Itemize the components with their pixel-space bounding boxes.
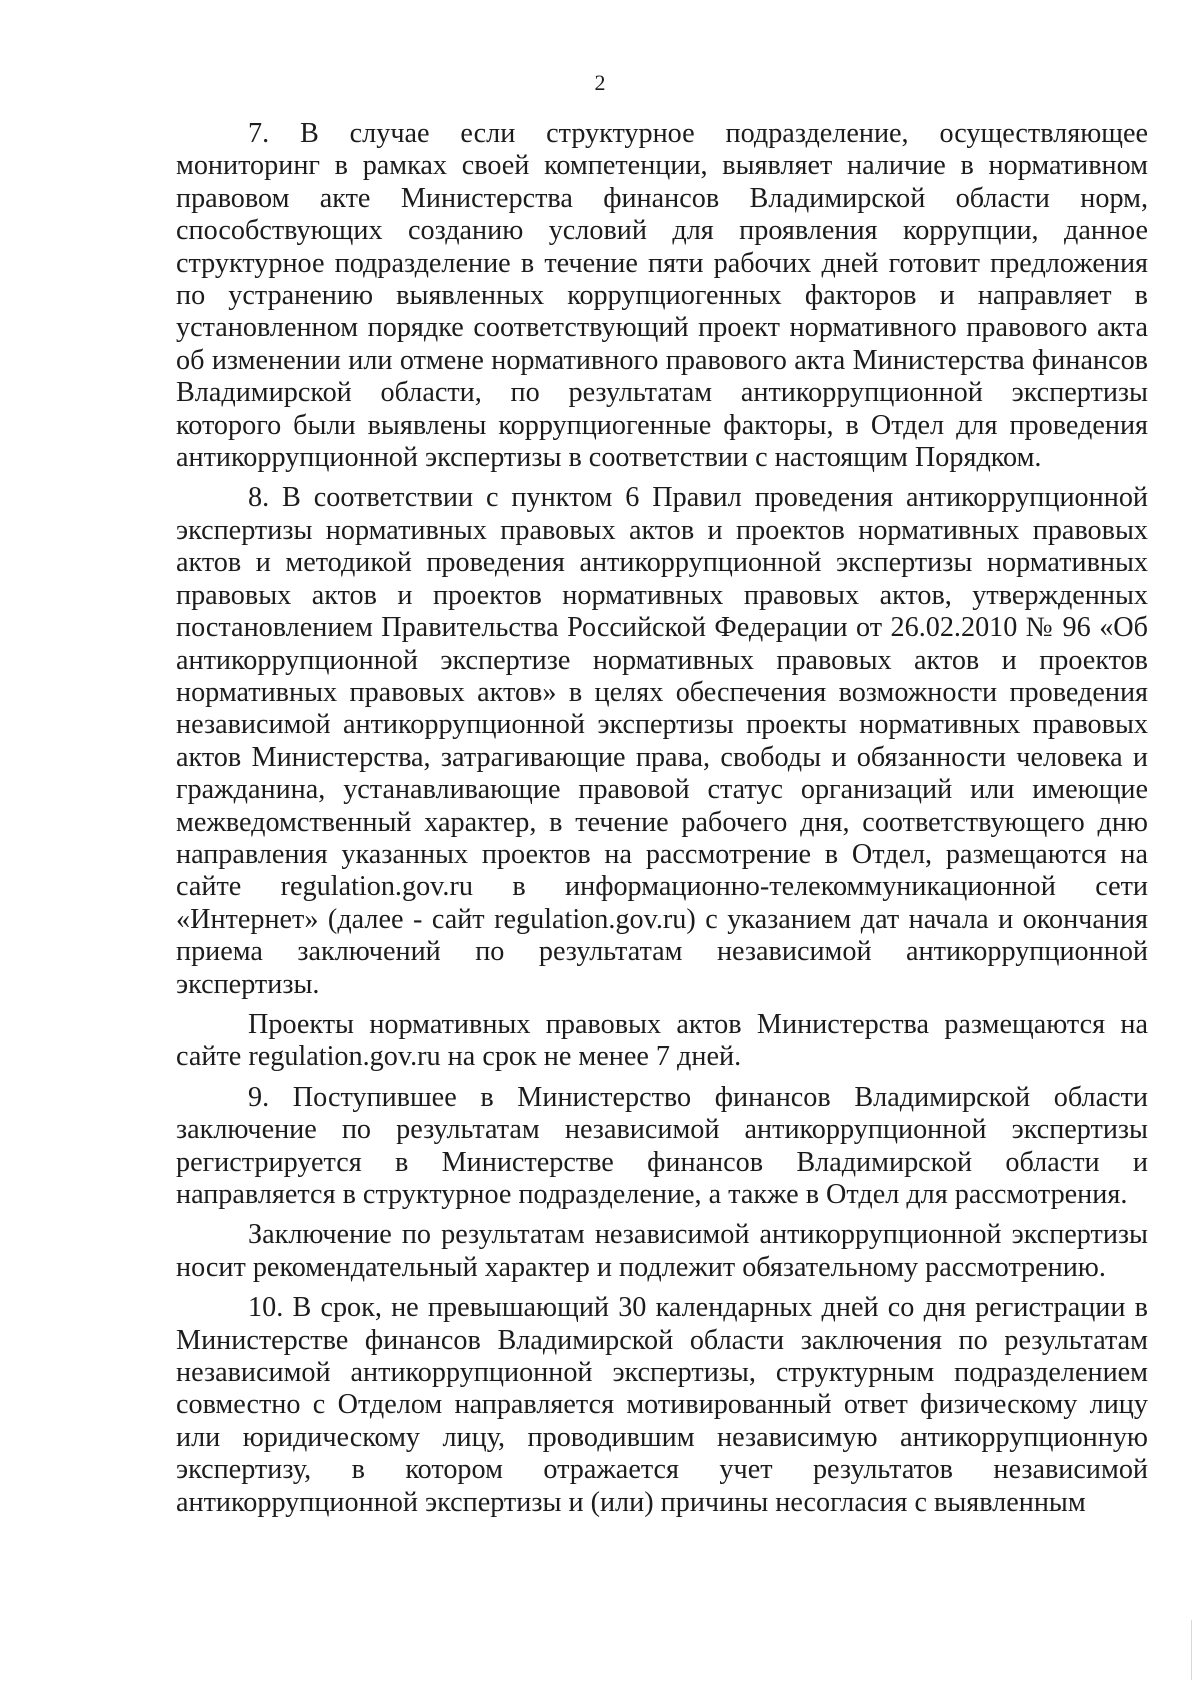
paragraph-item-9: 9. Поступившее в Министерство финансов Владимирской области заключение по результатам независимой антикоррупционной экспертизы регистрируется в Министерстве финансов Владимирской области и направляется в структурное подразделение, а также в Отдел для рассмотрения. [176,1081,1148,1210]
paragraph-item-8: 8. В соответствии с пунктом 6 Правил проведения антикоррупционной экспертизы нормативных правовых актов и проектов нормативных правовых актов и методикой проведения антикоррупционной экспертизы нормативных правовых актов и проектов нормативных правовых актов, утвержденных постановлением Правительства Российской Федерации от 26.02.2010 № 96 «Об антикоррупционной экспертизе нормативных правовых актов и проектов нормативных правовых актов» в целях обеспечения возможности проведения независимой антикоррупционной экспертизы проекты нормативных правовых актов Министерства, затрагивающие права, свободы и обязанности человека и гражданина, устанавливающие правовой статус организаций или имеющие межведомственный характер, в течение рабочего дня, соответствующего дню направления указанных проектов на рассмотрение в Отдел, размещаются на сайте regulation.gov.ru в информационно-телекоммуникационной сети «Интернет» (далее - сайт regulation.gov.ru) с указанием дат начала и окончания приема заключений по результатам независимой антикоррупционной экспертизы. [176,482,1148,1000]
paragraph-item-10: 10. В срок, не превышающий 30 календарных дней со дня регистрации в Министерстве финансов Владимирской области заключения по результатам независимой антикоррупционной экспертизы, структурным подразделением совместно с Отделом направляется мотивированный ответ физическому лицу или юридическому лицу, проводившим независимую антикоррупционную экспертизу, в котором отражается учет результатов независимой антикоррупционной экспертизы и (или) причины несогласия с выявленным [176,1292,1148,1518]
paragraph-item-7: 7. В случае если структурное подразделение, осуществляющее мониторинг в рамках своей компетенции, выявляет наличие в нормативном правовом акте Министерства финансов Владимирской области норм, способствующих созданию условий для проявления коррупции, данное структурное подразделение в течение пяти рабочих дней готовит предложения по устранению выявленных коррупциогенных факторов и направляет в установленном порядке соответствующий проект нормативного правового акта об изменении или отмене нормативного правового акта Министерства финансов Владимирской области, по результатам антикоррупционной экспертизы которого были выявлены коррупциогенные факторы, в Отдел для проведения антикоррупционной экспертизы в соответствии с настоящим Порядком. [176,118,1148,474]
page-number: 2 [594,70,606,95]
scan-edge-mark [1191,1620,1192,1680]
paragraph-conclusion-nature: Заключение по результатам независимой антикоррупционной экспертизы носит рекомендательный характер и подлежит обязательному рассмотрению. [176,1219,1148,1283]
document-body [176,118,1148,1519]
paragraph-projects-placement: Проекты нормативных правовых актов Министерства размещаются на сайте regulation.gov.ru на срок не менее 7 дней. [176,1008,1148,1073]
